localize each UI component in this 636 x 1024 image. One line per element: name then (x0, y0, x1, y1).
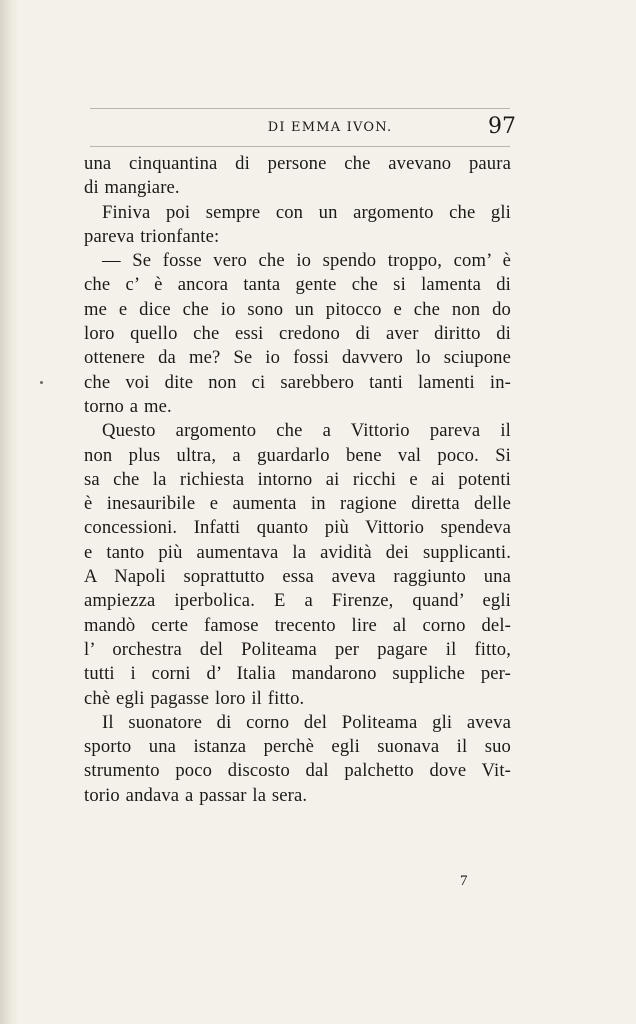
running-head (84, 114, 516, 142)
text-line: sporto una istanza perchè egli suonava il suo (84, 736, 511, 758)
text-line: non plus ultra, a guardarlo bene val poco. Si (84, 444, 511, 466)
text-line: strumento poco discosto dal palchetto dove Vit- (84, 760, 511, 782)
text-line: e tanto più aumentava la avidità dei supplicanti. (84, 541, 511, 563)
header-rule-top (90, 108, 510, 109)
running-title: DI EMMA IVON. (267, 120, 393, 135)
text-line: sa che la richiesta intorno ai ricchi e ai potenti (84, 468, 511, 490)
text-line: che voi dite non ci sarebbero tanti lamenti in- (84, 371, 511, 393)
signature-mark: 7 (460, 873, 468, 889)
text-line: torio andava a passar la sera. (84, 784, 308, 806)
body-text (84, 152, 511, 808)
text-line: Questo argomento che a Vittorio pareva il (102, 420, 511, 442)
text-line: ampiezza iperbolica. E a Firenze, quand’ egli (84, 590, 511, 612)
page-number: 97 (488, 114, 516, 139)
text-line: torno a me. (84, 395, 172, 417)
text-line: chè egli pagasse loro il fitto. (84, 687, 305, 709)
text-line: una cinquantina di persone che avevano paura (84, 153, 511, 174)
text-line: me e dice che io sono un pitocco e che non do (84, 298, 511, 320)
text-line: A Napoli soprattutto essa aveva raggiunto una (84, 566, 511, 588)
text-line: è inesauribile e aumenta in ragione diretta delle (84, 493, 511, 515)
text-line: loro quello che essi credono di aver diritto di (84, 323, 511, 345)
text-line: l’ orchestra del Politeama per pagare il fitto, (84, 638, 511, 660)
text-line: mandò certe famose trecento lire al corno del- (84, 614, 511, 636)
text-line: — Se fosse vero che io spendo troppo, com’ è (102, 250, 511, 272)
text-line: tutti i corni d’ Italia mandarono suppliche per- (84, 663, 511, 685)
text-line: di mangiare. (84, 177, 180, 199)
page-edge-shadow (0, 0, 18, 1024)
text-line: che c’ è ancora tanta gente che si lamenta di (84, 274, 511, 296)
header-rule-bottom (90, 146, 510, 147)
text-line: pareva trionfante: (84, 225, 220, 247)
text-line: Il suonatore di corno del Politeama gli aveva (102, 711, 511, 733)
text-line: Finiva poi sempre con un argomento che gli (102, 201, 511, 223)
text-line: concessioni. Infatti quanto più Vittorio spendeva (84, 517, 511, 539)
margin-ink-dot (40, 381, 43, 384)
text-line: ottenere da me? Se io fossi davvero lo sciupone (84, 347, 511, 369)
